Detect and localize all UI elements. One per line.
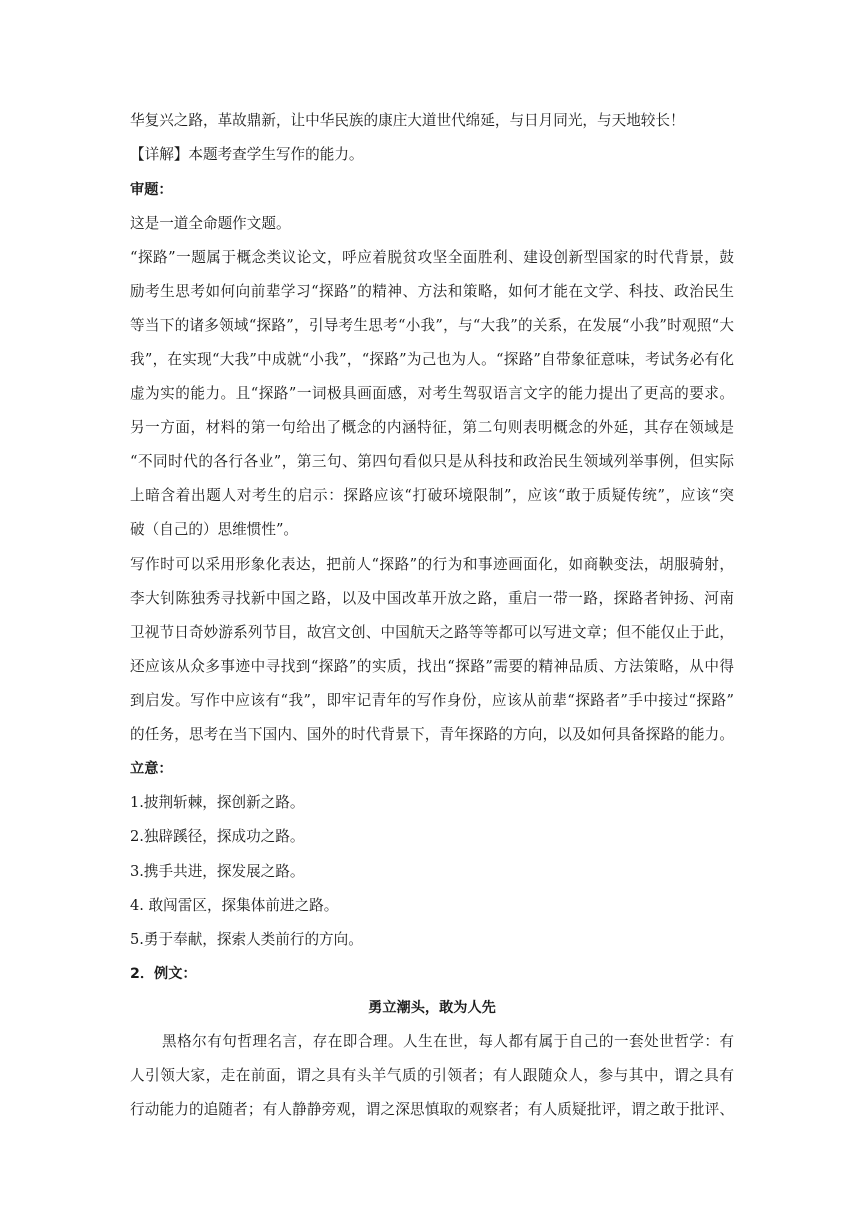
paragraph-line: 破（自己的）思维惯性”。: [130, 521, 298, 538]
section-heading-review: 审题：: [130, 182, 173, 198]
section-heading-theme: 立意：: [130, 761, 173, 777]
paragraph-line: 的任务，思考在当下国内、国外的时代背景下，青年探路的方向，以及如何具备探路的能力。: [130, 726, 734, 743]
list-item: 4. 敢闯雷区，探集体前进之路。: [130, 897, 339, 914]
paragraph-line: 虚为实的能力。且“探路”一词极具画面感，对考生驾驭语言文字的能力提出了更高的要求。: [130, 385, 734, 402]
paragraph-line: 我”，在实现“大我”中成就“小我”，“探路”为己也为人。“探路”自带象征意味，考试务必有化: [130, 351, 734, 368]
paragraph-line: 等当下的诸多领域“探路”，引导考生思考“小我”，与“大我”的关系，在发展“小我”时观照“大: [130, 317, 734, 334]
paragraph-line: 上暗含着出题人对考生的启示：探路应该“打破环境限制”，应该“敢于质疑传统”，应该“突: [130, 487, 734, 504]
essay-title: 勇立潮头，敢为人先: [368, 1000, 496, 1016]
list-item: 2.独辟蹊径，探成功之路。: [130, 828, 305, 845]
paragraph-line: 还应该从众多事迹中寻找到“探路”的实质，找出“探路”需要的精神品质、方法策略，从中得: [130, 658, 734, 675]
essay-line: 行动能力的追随者；有人静静旁观，谓之深思慎取的观察者；有人质疑批评，谓之敢于批评、: [130, 1101, 734, 1118]
essay-line: 人引领大家，走在前面，谓之具有头羊气质的引领者；有人跟随众人，参与其中，谓之具有: [130, 1067, 734, 1084]
paragraph-line: “不同时代的各行各业”，第三句、第四句看似只是从科技和政治民生领域列举事例，但实际: [130, 453, 734, 470]
list-item: 3.携手共进，探发展之路。: [130, 863, 305, 880]
paragraph-line: 华复兴之路，革故鼎新，让中华民族的康庄大道世代绵延，与日月同光，与天地较长！: [130, 112, 685, 129]
detail-heading-line: 【详解】本题考查学生写作的能力。: [130, 146, 364, 163]
list-item: 5.勇于奉献，探索人类前行的方向。: [130, 931, 363, 948]
paragraph-line: 写作时可以采用形象化表达，把前人“探路”的行为和事迹画面化，如商鞅变法，胡服骑射，: [130, 556, 734, 573]
section-heading-example: 2．例文：: [130, 966, 197, 982]
essay-line: 黑格尔有句哲理名言，存在即合理。人生在世，每人都有属于自己的一套处世哲学：有: [162, 1033, 734, 1050]
paragraph-line: “探路”一题属于概念类议论文，呼应着脱贫攻坚全面胜利、建设创新型国家的时代背景，鼓: [130, 249, 734, 266]
paragraph-line: 到启发。写作中应该有“我”，即牢记青年的写作身份，应该从前辈“探路者”手中接过“探路”: [130, 692, 734, 709]
paragraph-line: 李大钊陈独秀寻找新中国之路，以及中国改革开放之路，重启一带一路，探路者钟扬、河南: [130, 590, 734, 607]
paragraph-line: 卫视节日奇妙游系列节目，故宫文创、中国航天之路等等都可以写进文章；但不能仅止于此，: [130, 624, 734, 641]
paragraph-line: 励考生思考如何向前辈学习“探路”的精神、方法和策略，如何才能在文学、科技、政治民生: [130, 283, 734, 300]
paragraph-line: 另一方面，材料的第一句给出了概念的内涵特征，第二句则表明概念的外延，其存在领域是: [130, 419, 734, 436]
paragraph-line: 这是一道全命题作文题。: [130, 215, 291, 232]
list-item: 1.披荆斩棘，探创新之路。: [130, 794, 305, 811]
